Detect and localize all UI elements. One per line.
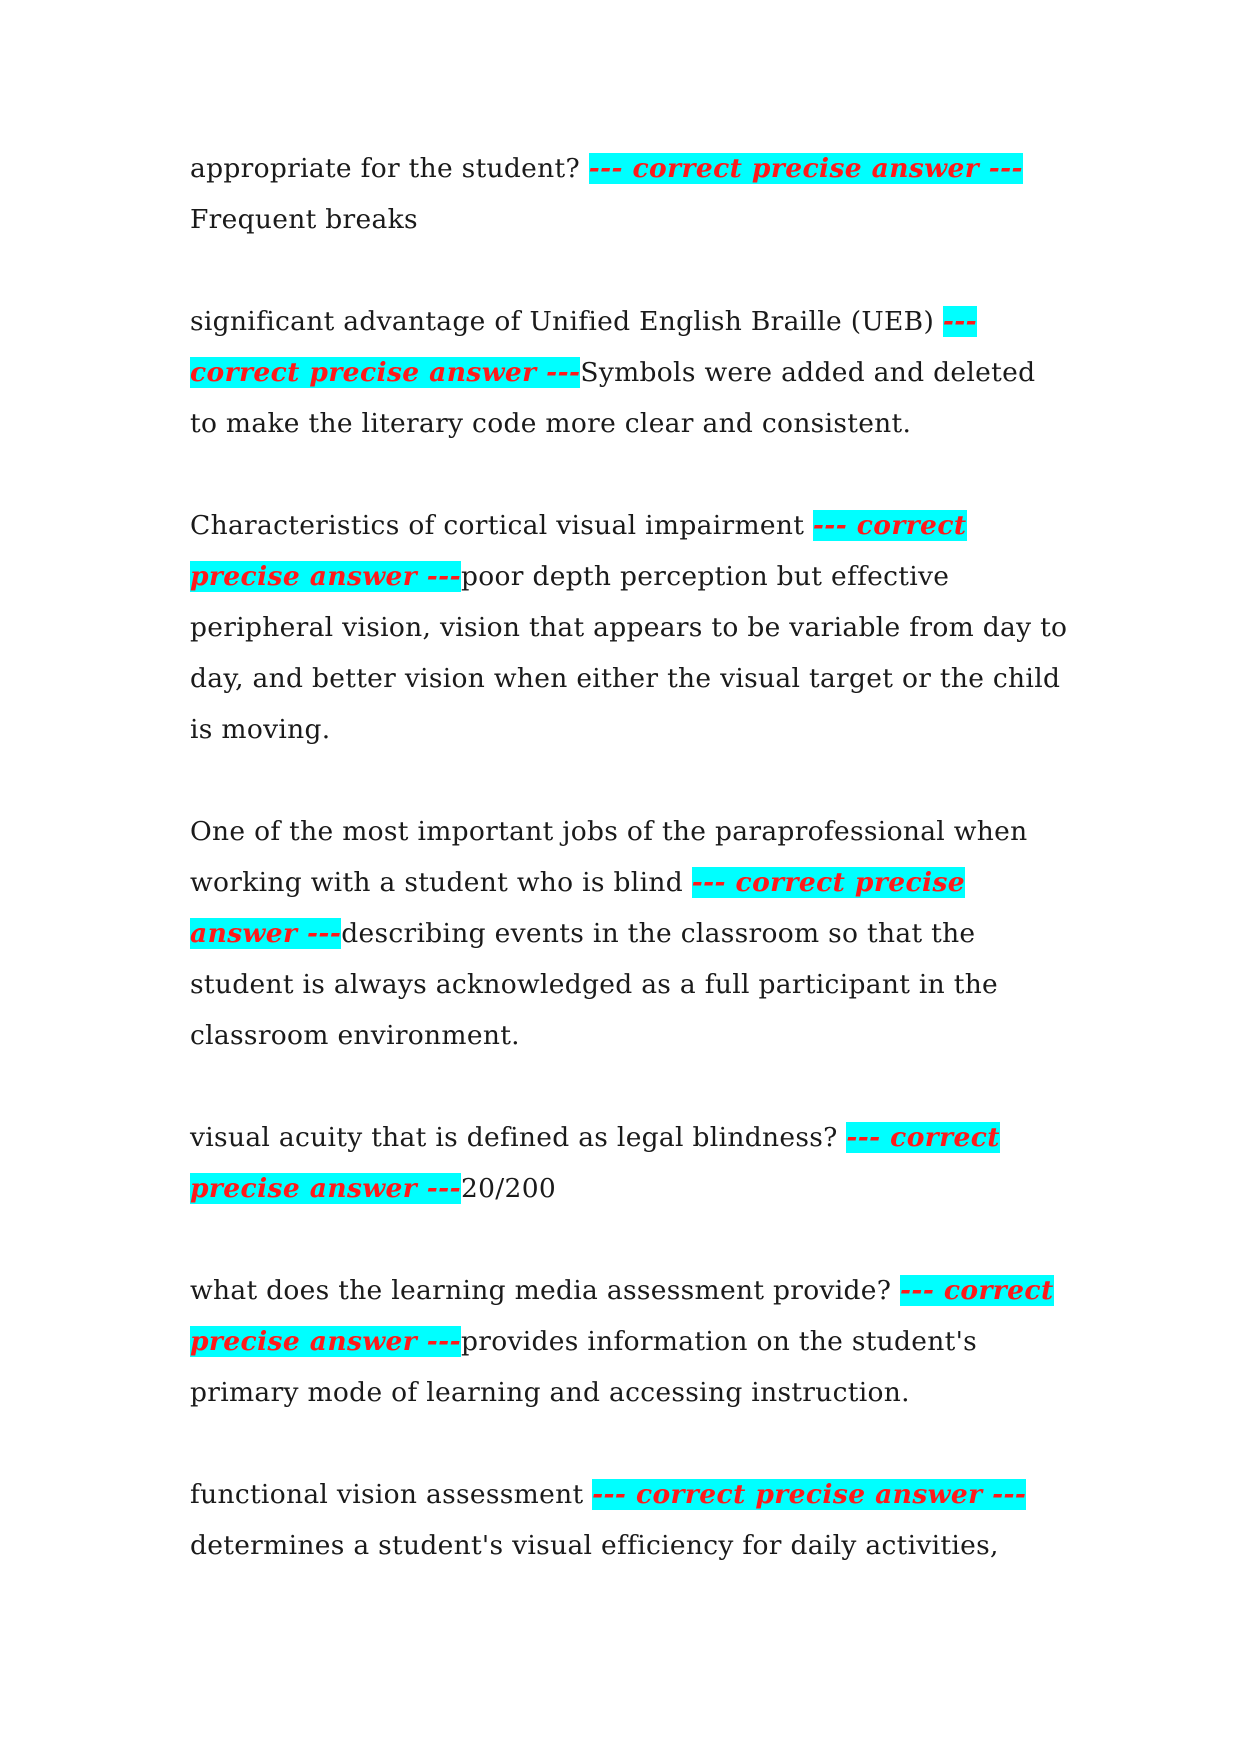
qa-entry-5 — [190, 1112, 1070, 1214]
question-text: significant advantage of Unified English Braille (UEB) — [190, 306, 943, 337]
answer-text: Symbols were added and deleted to make the literary code more clear and consistent. — [190, 357, 1036, 439]
answer-text: determines a student's visual efficiency for daily activities, — [190, 1530, 999, 1561]
question-text: appropriate for the student? — [190, 153, 589, 184]
answer-marker: --- correct precise answer --- — [190, 1275, 1054, 1357]
question-text: One of the most important jobs of the paraprofessional when working with a student who is blind — [190, 816, 1028, 898]
qa-entry-4 — [190, 806, 1070, 1061]
question-text: functional vision assessment — [190, 1479, 593, 1510]
qa-entry-3 — [190, 500, 1070, 755]
answer-text: poor depth perception but effective peripheral vision, vision that appears to be variable from day to day, and better vision when either the visual target or the child is moving. — [190, 561, 1068, 745]
question-text: what does the learning media assessment provide? — [190, 1275, 901, 1306]
document-page — [190, 143, 1070, 1622]
question-text: Characteristics of cortical visual impairment — [190, 510, 813, 541]
qa-entry-7 — [190, 1469, 1070, 1571]
answer-marker: --- correct precise answer --- — [190, 510, 967, 592]
answer-marker: --- correct precise answer --- — [190, 306, 978, 388]
answer-marker: --- correct precise answer --- — [588, 153, 1023, 184]
answer-text: 20/200 — [460, 1173, 557, 1204]
question-text: visual acuity that is defined as legal blindness? — [190, 1122, 847, 1153]
answer-marker: --- correct precise answer --- — [592, 1479, 1027, 1510]
answer-text: describing events in the classroom so that the student is always acknowledged as a full participant in the classroom environment. — [190, 918, 999, 1051]
answer-text: Frequent breaks — [190, 204, 418, 235]
answer-text: provides information on the student's primary mode of learning and accessing instruction. — [190, 1326, 978, 1408]
answer-marker: --- correct precise answer --- — [190, 867, 966, 949]
qa-entry-2 — [190, 296, 1070, 449]
answer-marker: --- correct precise answer --- — [190, 1122, 1000, 1204]
qa-entry-1 — [190, 143, 1070, 245]
qa-entry-6 — [190, 1265, 1070, 1418]
